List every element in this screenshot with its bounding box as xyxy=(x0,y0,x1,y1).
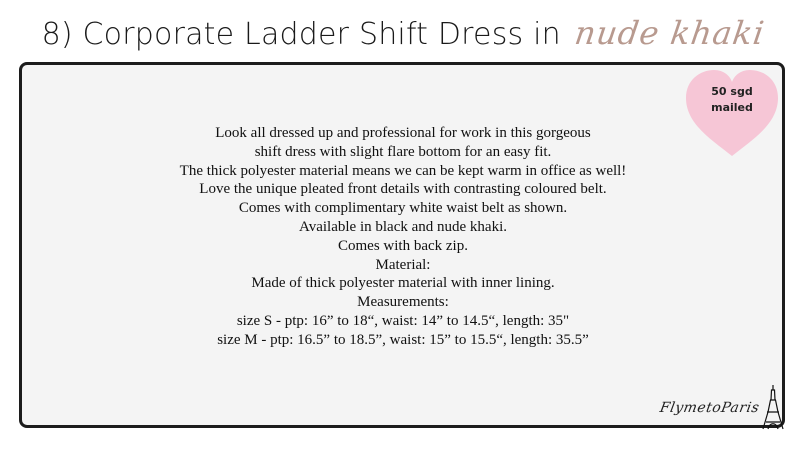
title-accent: nude khaki xyxy=(572,14,768,52)
description-line: The thick polyester material means we can be kept warm in office as well! xyxy=(179,162,627,179)
description-line: Comes with back zip. xyxy=(338,237,468,254)
description-line: Look all dressed up and professional for work in this gorgeous xyxy=(215,125,591,141)
price-badge xyxy=(682,66,782,162)
eiffel-tower-icon xyxy=(762,384,784,430)
brand-logo xyxy=(660,398,770,428)
description-line: Measurements: xyxy=(357,294,449,311)
description-line: size M - ptp: 16.5” to 18.5”, waist: 15” to 15.5“, length: 35.5” xyxy=(217,331,589,348)
product-description xyxy=(120,124,686,350)
description-line: Comes with complimentary white waist belt as shown. xyxy=(238,200,568,217)
description-line: Material: xyxy=(375,256,431,273)
description-line: Available in black and nude khaki. xyxy=(299,218,507,235)
price-amount: 50 sgd xyxy=(711,85,753,98)
description-line: size S - ptp: 16” to 18“, waist: 14” to 14.5“, length: 35" xyxy=(236,312,570,329)
description-line: Made of thick polyester material with inner lining. xyxy=(251,275,555,292)
brand-text: FlymetoParis xyxy=(658,400,761,416)
title-main: 8) Corporate Ladder Shift Dress in xyxy=(41,17,561,52)
price-shipping: mailed xyxy=(711,101,753,114)
description-line: Love the unique pleated front details with contrasting coloured belt. xyxy=(199,181,607,198)
page-title xyxy=(0,14,806,58)
description-line: shift dress with slight flare bottom for an easy fit. xyxy=(254,143,552,160)
